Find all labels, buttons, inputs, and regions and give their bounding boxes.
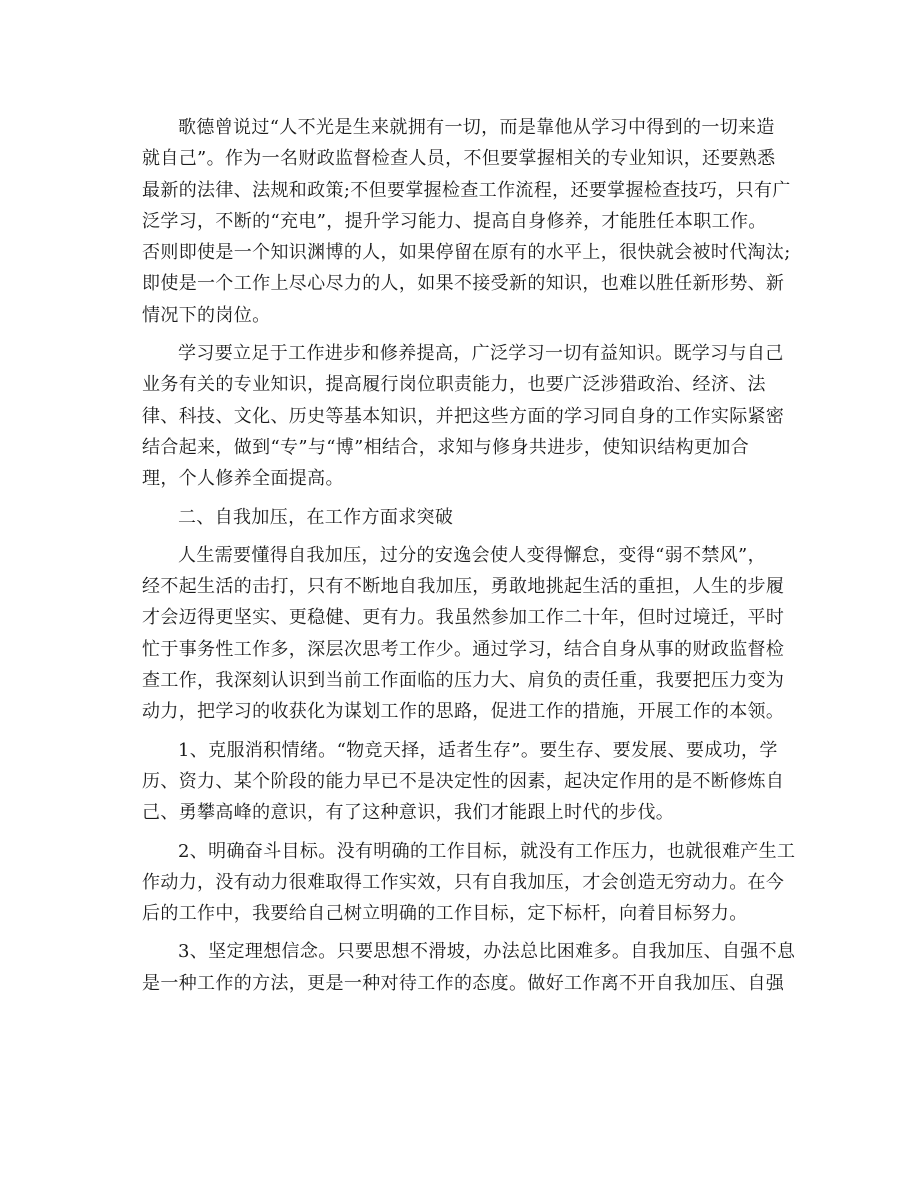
paragraph-line: 忙于事务性工作多，深层次思考工作少。通过学习，结合自身从事的财政监督检 xyxy=(142,638,785,660)
paragraph-goethe-quote xyxy=(142,112,791,331)
paragraph-line: 律、科技、文化、历史等基本知识，并把这些方面的学习同自身的工作实际紧密 xyxy=(142,405,785,427)
paragraph-line: 动力，把学习的收获化为谋划工作的思路，促进工作的措施，开展工作的本领。 xyxy=(142,701,785,723)
paragraph-line: 历、资力、某个阶段的能力早已不是决定性的因素，起决定作用的是不断修炼自 xyxy=(142,770,785,792)
section-heading: 二、自我加压，在工作方面求突破 xyxy=(178,506,454,528)
paragraph-line: 泛学习，不断的“充电”，提升学习能力、提高自身修养，才能胜任本职工作。 xyxy=(142,210,767,232)
paragraph-line: 是一种工作的方法，更是一种对待工作的态度。做好工作离不开自我加压、自强 xyxy=(142,972,785,994)
paragraph-line: 即使是一个工作上尽心尽力的人，如果不接受新的知识，也难以胜任新形势、新 xyxy=(142,273,785,295)
paragraph-self-pressure xyxy=(142,540,785,728)
paragraph-study-knowledge xyxy=(142,338,785,494)
paragraph-line: 结合起来，做到“专”与“博”相结合，求知与修身共进步，使知识结构更加合 xyxy=(142,436,750,458)
paragraph-line: 学习要立足于工作进步和修养提高，广泛学习一切有益知识。既学习与自己 xyxy=(178,343,784,365)
paragraph-line: 1、克服消积情绪。“物竞天择，适者生存”。要生存、要发展、要成功，学 xyxy=(178,739,778,761)
paragraph-line: 才会迈得更坚实、更稳健、更有力。我虽然参加工作二十年，但时过境迁，平时 xyxy=(142,607,785,629)
paragraph-line: 作动力，没有动力很难取得工作实效，只有自我加压，才会创造无穷动力。在今 xyxy=(142,871,785,893)
paragraph-line: 最新的法律、法规和政策;不但要掌握检查工作流程，还要掌握检查技巧，只有广 xyxy=(142,179,791,201)
paragraph-line: 业务有关的专业知识，提高履行岗位职责能力，也要广泛涉猎政治、经济、法 xyxy=(142,374,766,396)
document-page xyxy=(142,112,796,1006)
paragraph-item-2 xyxy=(142,836,796,930)
paragraph-line: 经不起生活的击打，只有不断地自我加压，勇敢地挑起生活的重担，人生的步履 xyxy=(142,576,785,598)
paragraph-line: 歌德曾说过“人不光是生来就拥有一切，而是靠他从学习中得到的一切来造 xyxy=(178,117,775,138)
paragraph-line: 情况下的岗位。 xyxy=(142,304,271,326)
paragraph-item-1 xyxy=(142,735,785,829)
paragraph-line: 3、坚定理想信念。只要思想不滑坡，办法总比困难多。自我加压、自强不息 xyxy=(178,941,796,963)
paragraph-line: 就自己”。作为一名财政监督检查人员，不但要掌握相关的专业知识，还要熟悉 xyxy=(142,148,776,170)
paragraph-line: 后的工作中，我要给自己树立明确的工作目标，定下标杆，向着目标努力。 xyxy=(142,903,748,925)
paragraph-line: 查工作，我深刻认识到当前工作面临的压力大、肩负的责任重，我要把压力变为 xyxy=(142,670,785,692)
paragraph-item-3 xyxy=(142,936,796,999)
paragraph-line: 人生需要懂得自我加压，过分的安逸会使人变得懈怠，变得“弱不禁风”， xyxy=(178,544,766,566)
paragraph-line: 己、勇攀高峰的意识，有了这种意识，我们才能跟上时代的步伐。 xyxy=(142,802,675,824)
paragraph-line: 2、明确奋斗目标。没有明确的工作目标，就没有工作压力，也就很难产生工 xyxy=(178,840,796,862)
paragraph-line: 否则即使是一个知识渊博的人，如果停留在原有的水平上，很快就会被时代淘汰; xyxy=(142,242,791,264)
paragraph-line: 理，个人修养全面提高。 xyxy=(142,468,344,490)
